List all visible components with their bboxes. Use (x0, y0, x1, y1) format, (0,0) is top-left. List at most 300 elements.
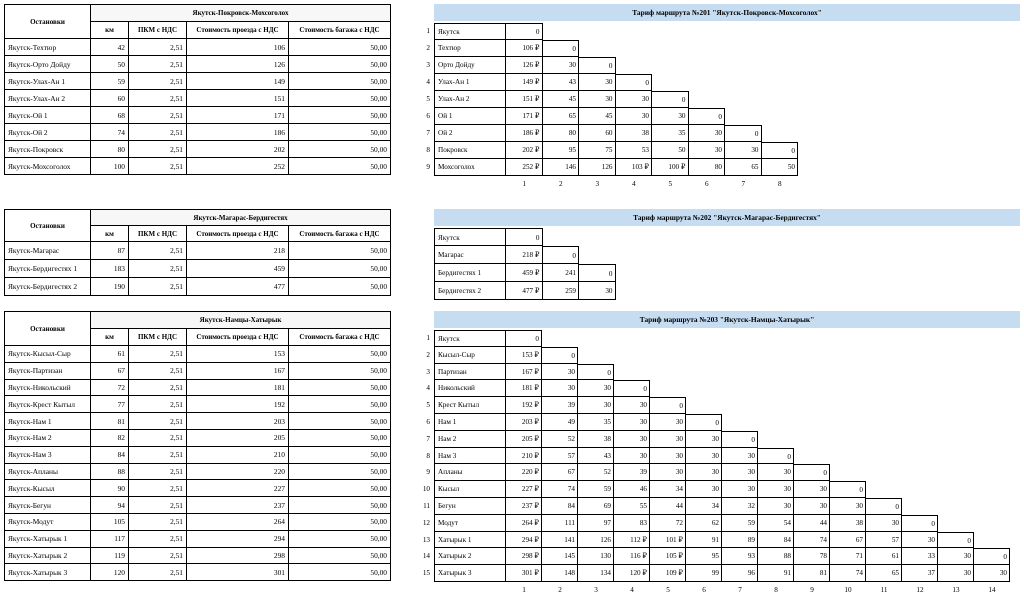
tariff-value: 0 (866, 498, 902, 515)
km-value: 61 (91, 346, 129, 363)
tariff-value: 151 ₽ (506, 91, 543, 108)
tariff-title: Тариф маршрута №203 "Якутск-Намцы-Хатырык" (434, 311, 1020, 328)
km-value: 183 (91, 260, 129, 278)
stop-index: 6 (426, 112, 430, 120)
stop-name: Хатырык 2 (434, 548, 506, 565)
km-value: 90 (91, 480, 129, 497)
stop-name: Нам 2 (434, 431, 506, 448)
stop-name: Техтюр (434, 40, 506, 57)
pkm-header: ПКМ с НДС (129, 22, 187, 39)
tariff-value: 30 (542, 380, 578, 397)
tariff-value: 30 (616, 108, 653, 125)
baggage-value: 50,00 (289, 564, 391, 581)
tariff-value: 30 (614, 397, 650, 414)
tariff-value: 52 (542, 431, 578, 448)
fare-value: 192 (187, 396, 289, 413)
tariff-value: 67 (542, 464, 578, 481)
tariff-value: 30 (686, 431, 722, 448)
tariff-value: 210 ₽ (506, 448, 542, 465)
tariff-value: 30 (830, 498, 866, 515)
tariff-value: 477 ₽ (506, 282, 543, 300)
stop-name: Магарас (434, 246, 506, 264)
table-row (5, 413, 391, 430)
tariff-value: 52 (578, 464, 614, 481)
column-number: 1 (522, 586, 526, 594)
column-number: 8 (777, 180, 782, 188)
fare-header: Стоимость проезда с НДС (187, 226, 289, 242)
tariff-value: 83 (614, 515, 650, 532)
table-row (5, 379, 391, 396)
tariff-value: 30 (758, 498, 794, 515)
pkm-value: 2,51 (129, 39, 187, 56)
fare-value: 167 (187, 362, 289, 379)
stop-name: Якутск-Покровск (5, 141, 91, 158)
pkm-value: 2,51 (129, 158, 187, 175)
pkm-value: 2,51 (129, 530, 187, 547)
tariff-value: 35 (652, 125, 689, 142)
stop-index: 4 (426, 78, 430, 86)
tariff-value: 0 (762, 142, 799, 159)
stop-name: Якутск-Ой 2 (5, 124, 91, 141)
tariff-value: 69 (578, 498, 614, 515)
pkm-value: 2,51 (129, 513, 187, 530)
tariff-value: 0 (650, 397, 686, 414)
table-row (5, 547, 391, 564)
stop-name: Орто Дойду (434, 57, 506, 74)
fare-value: 186 (187, 124, 289, 141)
stop-name: Якутск-Магарас (5, 242, 91, 260)
stop-name: Якутск (434, 330, 506, 347)
column-number: 4 (631, 180, 636, 188)
tariff-value: 30 (650, 464, 686, 481)
tariff-value: 148 (542, 565, 578, 582)
baggage-header: Стоимость багажа с НДС (289, 22, 391, 39)
tariff-value: 44 (794, 515, 830, 532)
tariff-value: 0 (758, 448, 794, 465)
tariff-value: 101 ₽ (650, 532, 686, 549)
tariff-value: 45 (579, 108, 616, 125)
baggage-value: 50,00 (289, 463, 391, 480)
column-number: 8 (774, 586, 778, 594)
baggage-value: 50,00 (289, 429, 391, 446)
stop-index: 5 (426, 401, 430, 410)
tariff-value: 30 (689, 142, 726, 159)
stop-index: 4 (426, 384, 430, 393)
stop-name: Якутск-Нам 2 (5, 429, 91, 446)
tariff-value: 30 (725, 142, 762, 159)
tariff-value: 38 (578, 431, 614, 448)
tariff-value: 30 (579, 91, 616, 108)
tariff-value: 65 (725, 159, 762, 176)
tariff-value: 171 ₽ (506, 108, 543, 125)
fare-value: 153 (187, 346, 289, 363)
stop-name: Бегун (434, 498, 506, 515)
stop-name: Якутск-Бегун (5, 497, 91, 514)
pkm-value: 2,51 (129, 90, 187, 107)
km-header: км (91, 329, 129, 346)
stops-header: Остановки (5, 210, 91, 242)
tariff-value: 0 (722, 431, 758, 448)
tariff-value: 294 ₽ (506, 532, 542, 549)
route-title: Якутск-Намцы-Хатырык (91, 312, 391, 329)
stop-name: Якутск-Кысыл (5, 480, 91, 497)
tariff-value: 78 (794, 548, 830, 565)
baggage-value: 50,00 (289, 242, 391, 260)
fare-value: 252 (187, 158, 289, 175)
tariff-value: 0 (506, 330, 542, 347)
stop-name: Якутск-Никольский (5, 379, 91, 396)
table-row (5, 530, 391, 547)
tariff-value: 71 (830, 548, 866, 565)
stop-name: Якутск-Крест Кытыл (5, 396, 91, 413)
tariff-value: 220 ₽ (506, 464, 542, 481)
tariff-value: 43 (578, 448, 614, 465)
tariff-value: 145 (542, 548, 578, 565)
pkm-value: 2,51 (129, 564, 187, 581)
stop-name: Якутск-Нам 3 (5, 446, 91, 463)
fare-value: 149 (187, 73, 289, 90)
stop-index: 11 (423, 502, 430, 510)
tariff-value: 30 (689, 125, 726, 142)
stop-index (420, 264, 430, 282)
pkm-value: 2,51 (129, 497, 187, 514)
tariff-value: 88 (758, 548, 794, 565)
stop-index: 2 (426, 350, 430, 359)
tariff-value: 109 ₽ (650, 565, 686, 582)
route-table-2 (4, 209, 391, 296)
column-number: 6 (704, 180, 709, 188)
tariff-value: 134 (578, 565, 614, 582)
pkm-value: 2,51 (129, 124, 187, 141)
stop-name: Якутск-Партизан (5, 362, 91, 379)
tariff-value: 0 (938, 532, 974, 549)
tariff-value: 59 (578, 481, 614, 498)
stop-name: Якутск (434, 228, 506, 246)
fare-value: 205 (187, 429, 289, 446)
km-value: 67 (91, 362, 129, 379)
tariff-value: 55 (614, 498, 650, 515)
tariff-value: 30 (578, 380, 614, 397)
baggage-value: 50,00 (289, 260, 391, 278)
table-row (5, 73, 391, 90)
table-row (5, 56, 391, 73)
stop-index (420, 282, 430, 300)
stop-name: Покровск (434, 142, 506, 159)
tariff-value: 0 (579, 264, 616, 282)
tariff-value: 30 (722, 448, 758, 465)
tariff-value: 0 (902, 515, 938, 532)
tariff-value: 0 (543, 40, 580, 57)
table-row (5, 158, 391, 175)
stop-name: Крест Кытыл (434, 397, 506, 414)
stop-name: Якутск-Нам 1 (5, 413, 91, 430)
tariff-value: 0 (506, 228, 543, 246)
column-number: 6 (702, 586, 706, 594)
pkm-value: 2,51 (129, 56, 187, 73)
tariff-value: 62 (686, 515, 722, 532)
stop-index: 1 (426, 334, 430, 342)
pkm-value: 2,51 (129, 547, 187, 564)
tariff-value: 30 (579, 74, 616, 91)
tariff-value: 130 (578, 548, 614, 565)
tariff-value: 0 (974, 548, 1010, 565)
km-value: 60 (91, 90, 129, 107)
route-title: Якутск-Магарас-Бердигестях (91, 210, 391, 226)
table-row (5, 242, 391, 260)
tariff-value: 0 (543, 246, 580, 264)
stop-name: Якутск-Мохсоголох (5, 158, 91, 175)
baggage-value: 50,00 (289, 56, 391, 73)
tariff-value: 252 ₽ (506, 159, 543, 176)
tariff-value: 96 (722, 565, 758, 582)
tariff-value: 84 (542, 498, 578, 515)
km-value: 120 (91, 564, 129, 581)
stop-name: Якутск-Улах-Ан 2 (5, 90, 91, 107)
tariff-value: 57 (542, 448, 578, 465)
table-row (5, 463, 391, 480)
tariff-value: 30 (686, 481, 722, 498)
baggage-header: Стоимость багажа с НДС (289, 329, 391, 346)
tariff-value: 38 (830, 515, 866, 532)
tariff-value: 89 (722, 532, 758, 549)
stop-name: Якутск-Бердигестях 2 (5, 278, 91, 296)
column-number: 3 (594, 586, 598, 594)
tariff-title: Тариф маршрута №201 "Якутск-Покровск-Мохсоголох" (434, 4, 1020, 21)
tariff-value: 259 (543, 282, 580, 300)
tariff-value: 0 (616, 74, 653, 91)
tariff-value: 35 (578, 414, 614, 431)
km-header: км (91, 226, 129, 242)
tariff-value: 301 ₽ (506, 565, 542, 582)
fare-value: 227 (187, 480, 289, 497)
baggage-value: 50,00 (289, 513, 391, 530)
stop-name: Мохсоголох (434, 159, 506, 176)
table-row (5, 362, 391, 379)
stop-name: Якутск-Улах-Ан 1 (5, 73, 91, 90)
tariff-value: 186 ₽ (506, 125, 543, 142)
km-value: 77 (91, 396, 129, 413)
stop-index: 9 (426, 468, 430, 477)
tariff-value: 34 (650, 481, 686, 498)
pkm-value: 2,51 (129, 446, 187, 463)
stop-index: 1 (426, 27, 430, 35)
stop-index (420, 228, 430, 246)
tariff-value: 298 ₽ (506, 548, 542, 565)
km-value: 72 (91, 379, 129, 396)
table-row (5, 346, 391, 363)
baggage-value: 50,00 (289, 530, 391, 547)
km-value: 88 (91, 463, 129, 480)
km-value: 105 (91, 513, 129, 530)
pkm-value: 2,51 (129, 379, 187, 396)
stop-name: Якутск-Орто Дойду (5, 56, 91, 73)
stop-name: Якутск-Хатырык 1 (5, 530, 91, 547)
tariff-value: 218 ₽ (506, 246, 543, 264)
tariff-value: 30 (652, 108, 689, 125)
table-row (5, 278, 391, 296)
pkm-value: 2,51 (129, 141, 187, 158)
tariff-value: 0 (725, 125, 762, 142)
tariff-value: 44 (650, 498, 686, 515)
tariff-value: 95 (686, 548, 722, 565)
baggage-value: 50,00 (289, 547, 391, 564)
baggage-value: 50,00 (289, 413, 391, 430)
stop-name: Хатырык 3 (434, 565, 506, 582)
tariff-value: 30 (794, 498, 830, 515)
pkm-value: 2,51 (129, 362, 187, 379)
tariff-value: 61 (866, 548, 902, 565)
pkm-value: 2,51 (129, 429, 187, 446)
stops-header: Остановки (5, 312, 91, 346)
tariff-value: 0 (506, 23, 543, 40)
fare-header: Стоимость проезда с НДС (187, 22, 289, 39)
tariff-value: 75 (579, 142, 616, 159)
stop-index: 9 (426, 163, 430, 171)
tariff-value: 100 ₽ (652, 159, 689, 176)
baggage-value: 50,00 (289, 158, 391, 175)
tariff-value: 74 (794, 532, 830, 549)
table-row (5, 260, 391, 278)
tariff-value: 30 (974, 565, 1010, 582)
tariff-value: 30 (542, 364, 578, 381)
table-row (5, 124, 391, 141)
tariff-value: 203 ₽ (506, 414, 542, 431)
tariff-value: 205 ₽ (506, 431, 542, 448)
tariff-value: 146 (543, 159, 580, 176)
column-number: 5 (666, 586, 670, 594)
fare-value: 171 (187, 107, 289, 124)
stop-name: Якутск-Хатырык 3 (5, 564, 91, 581)
baggage-value: 50,00 (289, 278, 391, 296)
tariff-value: 120 ₽ (614, 565, 650, 582)
stop-name: Бердигестях 2 (434, 282, 506, 300)
tariff-value: 202 ₽ (506, 142, 543, 159)
fare-value: 220 (187, 463, 289, 480)
tariff-value: 72 (650, 515, 686, 532)
tariff-value: 30 (758, 481, 794, 498)
column-number: 7 (738, 586, 742, 594)
tariff-value: 67 (830, 532, 866, 549)
baggage-value: 50,00 (289, 90, 391, 107)
tariff-value: 30 (722, 464, 758, 481)
table-row (5, 564, 391, 581)
pkm-value: 2,51 (129, 242, 187, 260)
tariff-value: 32 (722, 498, 758, 515)
baggage-value: 50,00 (289, 396, 391, 413)
tariff-value: 103 ₽ (616, 159, 653, 176)
tariff-value: 30 (794, 481, 830, 498)
column-number: 13 (952, 586, 960, 594)
pkm-value: 2,51 (129, 463, 187, 480)
stop-index: 7 (426, 129, 430, 137)
tariff-value: 50 (652, 142, 689, 159)
tariff-value: 153 ₽ (506, 347, 542, 364)
tariff-value: 33 (902, 548, 938, 565)
tariff-value: 65 (543, 108, 580, 125)
fare-value: 210 (187, 446, 289, 463)
tariff-value: 30 (686, 448, 722, 465)
fare-value: 218 (187, 242, 289, 260)
tariff-value: 50 (762, 159, 799, 176)
stop-index: 12 (422, 518, 430, 527)
table-row (5, 480, 391, 497)
route-title: Якутск-Покровск-Мохсоголох (91, 5, 391, 22)
table-row (5, 90, 391, 107)
table-row (5, 497, 391, 514)
tariff-value: 49 (542, 414, 578, 431)
tariff-value: 60 (579, 125, 616, 142)
stop-name: Якутск-Кысыл-Сыр (5, 346, 91, 363)
stop-name: Ой 1 (434, 108, 506, 125)
stop-name: Апланы (434, 464, 506, 481)
baggage-value: 50,00 (289, 446, 391, 463)
tariff-value: 0 (830, 481, 866, 498)
baggage-value: 50,00 (289, 124, 391, 141)
tariff-value: 192 ₽ (506, 397, 542, 414)
tariff-value: 30 (650, 414, 686, 431)
column-number: 4 (630, 586, 634, 594)
stop-index: 14 (422, 552, 430, 561)
pkm-value: 2,51 (129, 107, 187, 124)
tariff-value: 91 (758, 565, 794, 582)
column-number: 7 (741, 180, 746, 188)
tariff-value: 30 (866, 515, 902, 532)
stops-header: Остановки (5, 5, 91, 39)
km-value: 94 (91, 497, 129, 514)
km-value: 82 (91, 429, 129, 446)
tariff-value: 38 (616, 125, 653, 142)
route-table-1 (4, 4, 391, 175)
baggage-value: 50,00 (289, 379, 391, 396)
tariff-value: 0 (579, 57, 616, 74)
stop-index: 15 (422, 569, 430, 578)
fare-value: 106 (187, 39, 289, 56)
tariff-value: 59 (722, 515, 758, 532)
column-number: 3 (595, 180, 600, 188)
column-number: 2 (558, 180, 563, 188)
tariff-value: 53 (616, 142, 653, 159)
column-number: 10 (844, 586, 852, 594)
tariff-value: 126 (579, 159, 616, 176)
fare-value: 264 (187, 513, 289, 530)
tariff-value: 126 (578, 532, 614, 549)
tariff-value: 93 (722, 548, 758, 565)
tariff-value: 54 (758, 515, 794, 532)
pkm-value: 2,51 (129, 260, 187, 278)
fare-value: 301 (187, 564, 289, 581)
column-number: 11 (880, 586, 888, 594)
km-value: 50 (91, 56, 129, 73)
baggage-value: 50,00 (289, 141, 391, 158)
fare-value: 151 (187, 90, 289, 107)
tariff-value: 95 (543, 142, 580, 159)
table-row (5, 429, 391, 446)
baggage-value: 50,00 (289, 73, 391, 90)
tariff-value: 141 (542, 532, 578, 549)
pkm-value: 2,51 (129, 346, 187, 363)
column-number: 5 (668, 180, 673, 188)
tariff-value: 30 (650, 448, 686, 465)
stop-index: 13 (422, 535, 430, 544)
tariff-value: 30 (722, 481, 758, 498)
stop-index: 3 (426, 367, 430, 376)
tariff-value: 105 ₽ (650, 548, 686, 565)
tariff-value: 30 (614, 431, 650, 448)
tariff-value: 126 ₽ (506, 57, 543, 74)
stop-name: Ой 2 (434, 125, 506, 142)
tariff-value: 241 (543, 264, 580, 282)
pkm-value: 2,51 (129, 413, 187, 430)
